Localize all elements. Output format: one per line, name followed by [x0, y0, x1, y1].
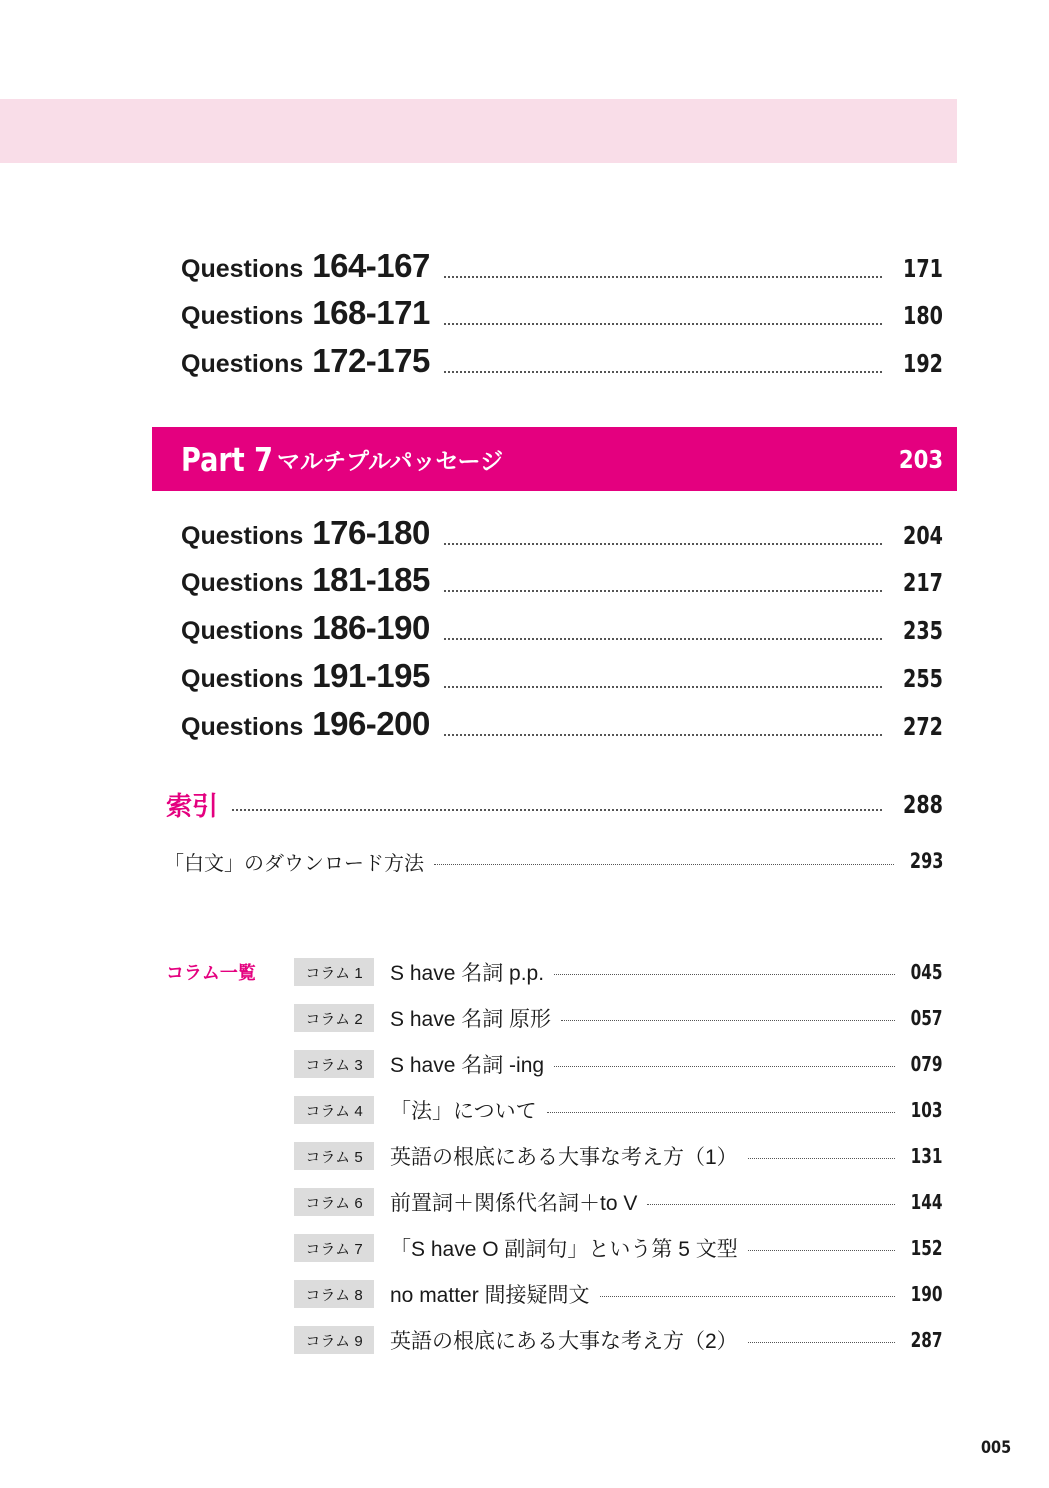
toc-entry-range: 191-195: [312, 657, 430, 694]
dot-leader: [444, 323, 882, 325]
column-badge: コラム 4: [294, 1096, 374, 1124]
dot-leader: [434, 864, 894, 865]
column-page: 190: [911, 1282, 943, 1306]
toc-entry[interactable]: [181, 294, 943, 338]
column-page: 057: [911, 1006, 943, 1030]
column-badge: コラム 2: [294, 1004, 374, 1032]
column-title: 「法」について: [390, 1100, 537, 1123]
dot-leader: [600, 1296, 896, 1297]
toc-entry[interactable]: [181, 342, 943, 386]
dot-leader: [444, 686, 882, 688]
toc-entry-label: Questions: [181, 617, 304, 645]
toc-entry-range: 181-185: [312, 561, 430, 598]
column-title: 「S have O 副詞句」という第 5 文型: [390, 1238, 738, 1261]
toc-entry-page: 204: [903, 521, 943, 550]
column-page: 131: [911, 1144, 943, 1168]
column-title: 前置詞＋関係代名詞＋to V: [390, 1192, 638, 1215]
column-page: 045: [911, 960, 943, 984]
dot-leader: [647, 1204, 895, 1205]
dot-leader: [444, 590, 882, 592]
toc-entry-label: Questions: [181, 522, 304, 550]
index-entry[interactable]: [166, 783, 943, 825]
toc-entry-page: 272: [903, 712, 943, 741]
column-badge: コラム 5: [294, 1142, 374, 1170]
dot-leader: [444, 276, 882, 278]
toc-entry-page: 192: [903, 349, 943, 378]
column-badge: コラム 7: [294, 1234, 374, 1262]
dot-leader: [554, 974, 895, 975]
dot-leader: [444, 371, 882, 373]
toc-entry-label: Questions: [181, 350, 304, 378]
toc-entry[interactable]: [181, 514, 943, 558]
dot-leader: [547, 1112, 896, 1113]
toc-entry-page: 235: [903, 616, 943, 645]
column-title: S have 名詞 原形: [390, 1008, 552, 1031]
column-badge: コラム 9: [294, 1326, 374, 1354]
column-badge: コラム 6: [294, 1188, 374, 1216]
column-list-heading: コラム一覧: [166, 963, 256, 983]
toc-entry-range: 186-190: [312, 609, 430, 646]
toc-entry-label: Questions: [181, 302, 304, 330]
column-entry[interactable]: [294, 1049, 943, 1079]
part-title: マルチプルパッセージ: [277, 447, 504, 474]
index-page: 288: [903, 789, 943, 819]
column-page: 103: [911, 1098, 943, 1122]
dot-leader: [232, 809, 882, 811]
toc-entry-label: Questions: [181, 665, 304, 693]
toc-entry-range: 196-200: [312, 705, 430, 742]
column-entry[interactable]: [294, 1141, 943, 1171]
dot-leader: [444, 734, 882, 736]
toc-entry[interactable]: [181, 609, 943, 653]
column-page: 287: [911, 1328, 943, 1352]
column-entry[interactable]: [294, 1003, 943, 1033]
toc-entry-label: Questions: [181, 569, 304, 597]
dot-leader: [748, 1158, 896, 1159]
dot-leader: [554, 1066, 895, 1067]
column-badge: コラム 3: [294, 1050, 374, 1078]
toc-entry-page: 171: [903, 254, 943, 283]
toc-entry-label: Questions: [181, 255, 304, 283]
column-title: S have 名詞 -ing: [390, 1054, 545, 1077]
toc-entry-page: 255: [903, 664, 943, 693]
toc-entry[interactable]: [181, 705, 943, 749]
toc-entry-range: 168-171: [312, 294, 430, 331]
toc-entry[interactable]: [181, 247, 943, 291]
toc-entry-range: 172-175: [312, 342, 430, 379]
column-entry[interactable]: [294, 1279, 943, 1309]
toc-entry-page: 217: [903, 568, 943, 597]
part-page: 203: [898, 444, 943, 474]
part-label: Part 7: [181, 439, 273, 479]
toc-entry[interactable]: [181, 657, 943, 701]
column-badge: コラム 1: [294, 958, 374, 986]
column-page: 152: [911, 1236, 943, 1260]
column-title: 英語の根底にある大事な考え方（2）: [390, 1330, 738, 1353]
download-page: 293: [909, 849, 943, 873]
toc-entry-range: 176-180: [312, 514, 430, 551]
page-number: 005: [981, 1438, 1012, 1458]
header-band: [0, 99, 957, 163]
toc-entry-range: 164-167: [312, 247, 430, 284]
column-title: 英語の根底にある大事な考え方（1）: [390, 1146, 738, 1169]
index-label: 索引: [166, 790, 219, 821]
column-entry[interactable]: [294, 957, 943, 987]
dot-leader: [444, 638, 882, 640]
column-title: S have 名詞 p.p.: [390, 962, 545, 985]
part-7-heading[interactable]: [152, 427, 957, 491]
toc-entry-page: 180: [903, 301, 943, 330]
toc-entry[interactable]: [181, 561, 943, 605]
column-badge: コラム 8: [294, 1280, 374, 1308]
download-label: 「白文」のダウンロード方法: [164, 852, 424, 875]
column-page: 144: [911, 1190, 943, 1214]
dot-leader: [561, 1020, 895, 1021]
download-entry[interactable]: [164, 845, 943, 877]
dot-leader: [748, 1342, 896, 1343]
dot-leader: [748, 1250, 896, 1251]
column-title: no matter 間接疑問文: [390, 1284, 590, 1307]
column-entry[interactable]: [294, 1325, 943, 1355]
toc-entry-label: Questions: [181, 713, 304, 741]
column-entry[interactable]: [294, 1233, 943, 1263]
dot-leader: [444, 543, 882, 545]
column-entry[interactable]: [294, 1187, 943, 1217]
column-page: 079: [911, 1052, 943, 1076]
column-entry[interactable]: [294, 1095, 943, 1125]
